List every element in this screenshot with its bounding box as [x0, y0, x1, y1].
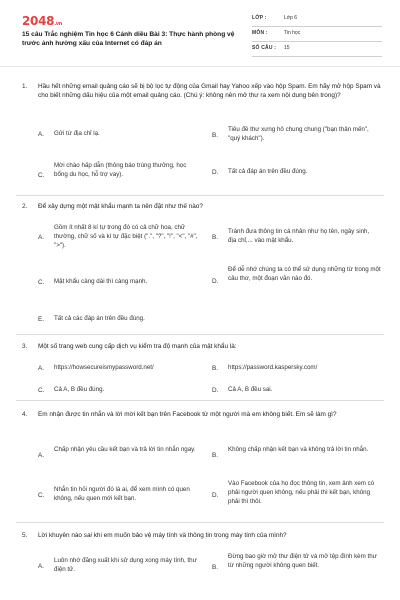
meta-class-row: [252, 12, 382, 27]
question-text: Để xây dựng một mật khẩu mạnh ta nên đặt như thế nào?: [38, 203, 203, 210]
meta-count-value: 15: [284, 45, 290, 51]
meta-subject-value: Tin học: [284, 30, 301, 36]
option-letter: B.: [212, 234, 219, 241]
option-text: Mật khẩu càng dài thì càng mạnh.: [54, 278, 148, 285]
logo-tld: .vn: [54, 21, 63, 27]
question-text: Em nhận được tin nhắn và lời mời kết bạn trên Facebook từ một người mà em không biết. Em sẽ làm gì?: [38, 411, 337, 418]
option-letter: D.: [212, 278, 219, 285]
document-header: [0, 0, 400, 66]
document-meta: [252, 12, 382, 57]
option-letter: A.: [38, 234, 45, 241]
option-text: Tránh đưa thông tin cá nhân như họ tên, ngày sinh, địa chỉ,... vào mật khẩu.: [228, 228, 370, 244]
option-letter: B.: [212, 564, 219, 571]
option-letter: E.: [38, 316, 45, 323]
option-text: Luôn nhớ đăng xuất khi sử dụng xong máy tính, thư điện tử.: [54, 557, 197, 573]
question-number: 1.: [22, 83, 28, 90]
option-text: Để dễ nhớ chúng ta có thể sử dụng những từ trong một câu thơ, một đoạn văn nào đó.: [228, 266, 381, 282]
meta-subject-row: [252, 27, 382, 42]
question-number: 2.: [22, 203, 28, 210]
option-letter: B.: [212, 365, 219, 372]
question-text: Một số trang web cung cấp dịch vụ kiểm tra độ mạnh của mật khẩu là:: [38, 343, 237, 350]
question-number: 5.: [22, 532, 28, 539]
logo-name: 2048: [22, 14, 55, 28]
option-letter: C.: [38, 172, 45, 179]
document-title: 15 câu Trắc nghiệm Tin học 6 Cánh diều Bài 3: Thực hành phòng vệ trước ảnh hưởng xấu của Internet có đáp án: [22, 31, 235, 48]
header-divider: [0, 66, 400, 67]
question-text-emphasis: sai: [83, 532, 92, 539]
option-letter: C.: [38, 387, 45, 394]
option-text: https://howsecureismypassword.net/: [54, 364, 154, 371]
question-number: 4.: [22, 411, 28, 418]
question-text-pre: Lời khuyên nào: [38, 532, 84, 539]
meta-class-label: LỚP :: [252, 15, 267, 21]
option-text: Đừng bao giờ mở thư điện tử và mở tệp đính kèm thư từ những người không quen biết.: [228, 553, 377, 569]
meta-class-value: Lớp 6: [284, 15, 298, 21]
option-text: Gồm ít nhất 8 kí tự trong đó có cả chữ hoa, chữ thường, chữ số và kí tự đặc biệt (".", "?", "!", "<", "#", ">").: [54, 224, 198, 249]
option-letter: A.: [38, 452, 45, 459]
option-letter: D.: [212, 169, 219, 176]
option-text: Vào Facebook của họ đọc thông tin, xem ảnh xem có phải người quen không, nếu phải thì kết bạn, không phải thì thôi.: [228, 480, 375, 505]
meta-count-row: [252, 42, 382, 57]
option-text: Tất cả đáp án trên đều đúng.: [228, 168, 308, 175]
option-text: Tất cả các đáp án trên đều đúng.: [54, 315, 145, 322]
question-divider: [16, 195, 384, 196]
option-letter: D.: [212, 492, 219, 499]
option-letter: B.: [212, 452, 219, 459]
question-divider: [16, 334, 384, 335]
question-text: Hầu hết những email quảng cáo sẽ bị bộ lọc tự động của Gmail hay Yahoo xếp vào hộp Spam. Em hãy mở hộp Spam và cho biết những dấu hiệu của một email quảng cáo. (Chú ý: không nên mở thư ra xem nội dung bên trong)?: [38, 83, 381, 100]
option-letter: B.: [212, 132, 219, 139]
question-divider: [16, 522, 384, 523]
option-letter: A.: [38, 131, 45, 138]
option-letter: C.: [38, 492, 45, 499]
option-text: Chấp nhận yêu cầu kết bạn và trả lời tin nhắn ngay.: [54, 446, 196, 453]
question-number: 3.: [22, 343, 28, 350]
question-divider: [16, 400, 384, 401]
option-text: Cả A, B đều sai.: [228, 386, 273, 393]
option-text: Cả A, B đều đúng.: [54, 386, 105, 393]
meta-count-label: SỐ CÂU :: [252, 45, 277, 51]
option-letter: D.: [212, 387, 219, 394]
option-text: Tiêu đề thư xưng hô chung chung ("bạn thân mến", "quý khách").: [228, 126, 369, 142]
site-logo[interactable]: [22, 13, 62, 30]
option-text: Gửi từ địa chỉ lạ.: [54, 130, 100, 137]
option-letter: A.: [38, 365, 45, 372]
option-text: Mời chào hấp dẫn (thông báo trúng thưởng, học bổng du học, hỗ trợ vay).: [54, 162, 187, 178]
option-text: Không chấp nhận kết bạn và không trả lời tin nhắn.: [228, 446, 369, 453]
option-text: Nhắn tin hỏi người đó là ai, để xem mình có quen không, nếu quen mới kết bạn.: [54, 486, 190, 502]
option-letter: C.: [38, 279, 45, 286]
question-text-post: khi em muốn bảo vệ máy tính và thông tin trong máy tính của mình?: [91, 532, 287, 539]
option-letter: A.: [38, 563, 45, 570]
meta-subject-label: MÔN :: [252, 30, 268, 36]
question-text: [38, 531, 388, 540]
option-text: https://password.kaspersky.com/: [228, 364, 318, 371]
